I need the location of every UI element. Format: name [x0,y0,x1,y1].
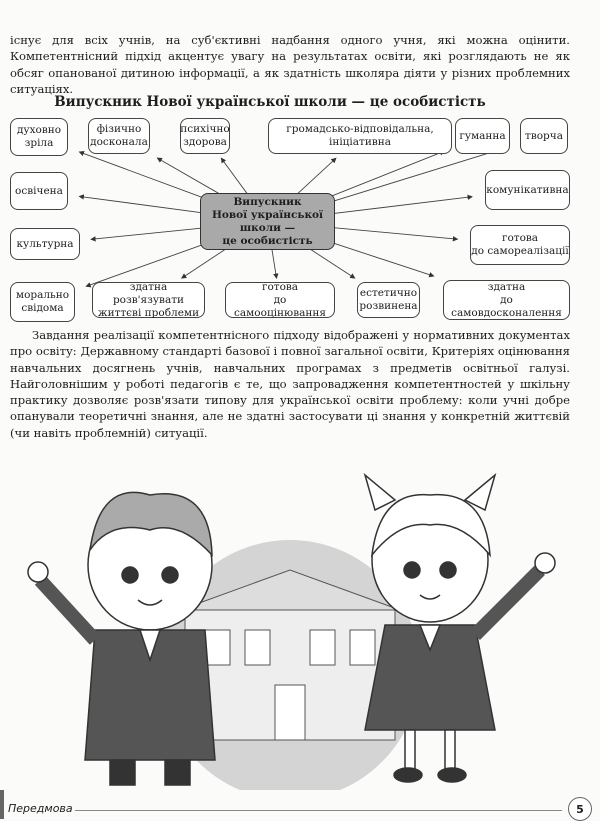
box-line: ініціативна [328,136,392,148]
box-line: готова [501,232,539,244]
box-line: здорова [183,136,227,148]
trait-node [357,282,420,318]
box-line: творча [525,129,563,142]
trait-node [268,118,452,154]
trait-node [485,170,570,210]
box-line: готова [261,280,299,293]
box-line: Нової української школи — [211,208,324,234]
box-line: досконала [90,136,148,148]
arrow [79,196,213,214]
arrow [322,148,507,205]
box-line: розвинена [359,300,418,312]
box-line: фізично [96,123,142,135]
box-line: Випускник [233,195,302,208]
box-line: освічена [15,184,63,197]
arrow [322,151,445,200]
arrow [91,227,213,239]
box-line: комунікативна [486,183,569,196]
box-line: естетично [359,287,418,299]
intro-paragraph: існує для всіх учнів, на суб'єктивні надбання одного учня, які можна оцінити. Компетентнісний підхід акцентує увагу на результатах освіти, які розглядають не як обсяг опанованої дитиною інформації, а як здатність школяра діяти у різних проблемних ситуаціях. [10,33,570,96]
box-line: культурна [16,237,74,250]
trait-node [10,172,68,210]
trait-node [443,280,570,320]
trait-node [10,282,75,322]
trait-node [225,282,335,318]
trait-node [10,228,80,260]
arrow [322,239,434,276]
arrow [79,152,213,202]
box-line: зріла [24,137,54,149]
page-number: 5 [568,797,592,821]
trait-node [88,118,150,154]
trait-node [470,225,570,265]
central-node [200,193,335,250]
children-school-illustration [0,460,600,790]
box-line: до самовдосконалення [451,293,562,319]
box-line: це особистість [222,234,313,247]
footer-divider [75,810,562,811]
box-line: здатна [487,280,526,293]
trait-node [10,118,68,156]
box-line: духовно [16,124,62,136]
arrow [322,197,473,215]
box-line: життєві проблеми [97,306,200,319]
main-paragraph: Завдання реалізації компетентнісного підходу відображені у нормативних документах про освіту: Державному стандарті базової і повної загальної освіти, Критеріях оцінювання навчальних досягнень учнів, навчальних програмах з предметів освітньої галузі. Найголовнішим у роботі педагогів є те, що запровадження компетентностей у шкільну практику дозволяє розв'язати типову для української освіти проблему: коли учні добре опанували теоретичні знання, але не здатні застосувати ці знання у конкретній життєвій (чи навіть проблемній) ситуації. [10,328,570,440]
arrow [322,227,458,240]
box-line: громадсько-відповідальна, [286,123,434,135]
trait-node [455,118,510,154]
footer-section: Передмова [8,802,73,815]
page-edge-bar [0,790,4,819]
box-line: до самооцінювання [234,293,326,319]
trait-node [520,118,568,154]
box-line: морально [15,289,70,301]
box-line: психічно [180,123,230,135]
trait-node [92,282,205,318]
box-line: до самореалізації [471,245,569,257]
trait-node [180,118,230,154]
box-line: здатна розв'язувати [112,280,185,306]
box-line: свідома [21,302,64,314]
box-line: гуманна [459,129,506,142]
diagram-title: Випускник Нової української школи — це особистість [54,94,486,110]
